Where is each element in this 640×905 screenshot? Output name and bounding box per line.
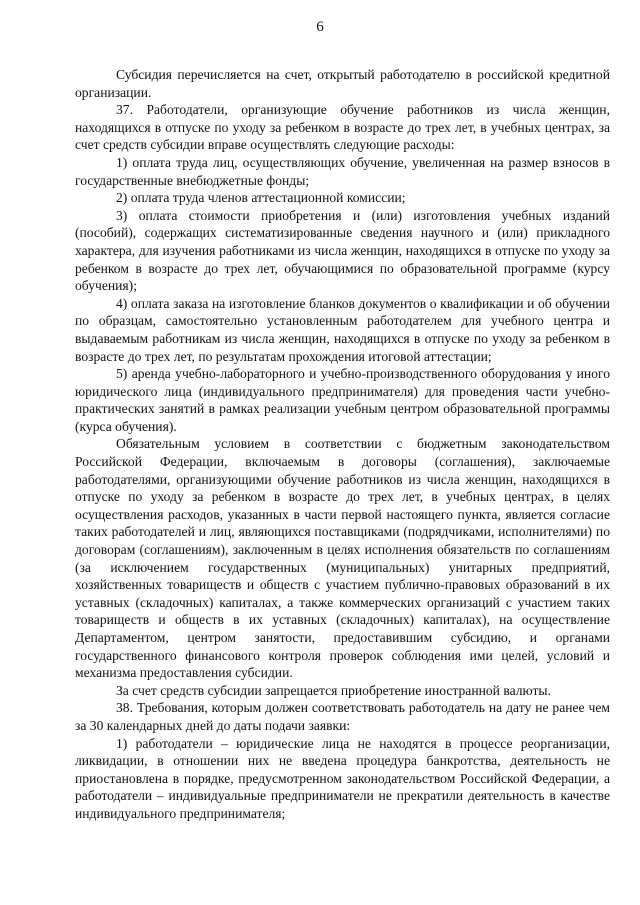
paragraph-subsidy-transfer: Субсидия перечисляется на счет, открытый работодателю в российской кредитной организации. bbox=[75, 67, 610, 100]
paragraph-37-item-5: 5) аренда учебно-лабораторного и учебно-производственного оборудования у иного юридического лица (индивидуального предпринимателя) для проведения части учебно-практических занятий в рамках реализации учебным центром образовательной программы (курса обучения). bbox=[75, 366, 610, 434]
paragraph-37-item-1: 1) оплата труда лиц, осуществляющих обучение, увеличенная на размер взносов в государственные внебюджетные фонды; bbox=[75, 154, 610, 188]
paragraph-37-item-4: 4) оплата заказа на изготовление бланков документов о квалификации и об обучении по образцам, самостоятельно установленным работодателем для учебного центра и выдаваемым работникам из числа женщин, находящихся в отпуске по уходу за ребенком в возрасте до трех лет, по результатам прохождения итоговой аттестации; bbox=[75, 295, 610, 364]
paragraph-currency-prohibition: За счет средств субсидии запрещается приобретение иностранной валюты. bbox=[116, 682, 551, 698]
paragraph-38-item-1: 1) работодатели – юридические лица не находятся в процессе реорганизации, ликвидации, в отношении них не введена процедура банкротства, деятельность не приостановлена в порядке, предусмотренном законодательством Российской Федерации, а работодатели – индивидуальные предприниматели не прекратили деятельность в качестве индивидуального предпринимателя; bbox=[75, 735, 610, 821]
paragraph-37-item-3: 3) оплата стоимости приобретения и (или) изготовления учебных изданий (пособий), содержащих систематизированные сведения научного и (или) прикладного характера, для изучения работниками из числа женщин, находящихся в отпуске по уходу за ребенком в возрасте до трех лет, обучающимися по образовательной программе (курсу обучения); bbox=[75, 207, 610, 294]
paragraph-37-item-2: 2) оплата труда членов аттестационной комиссии; bbox=[116, 190, 406, 206]
paragraph-38-intro: 38. Требования, которым должен соответствовать работодатель на дату не ранее чем за 30 календарных дней до даты подачи заявки: bbox=[75, 700, 610, 733]
page-number: 6 bbox=[316, 19, 324, 35]
document-body bbox=[75, 66, 610, 823]
paragraph-mandatory-condition: Обязательным условием в соответствии с бюджетным законодательством Российской Федерации, включаемым в договоры (соглашения), заключаемые работодателями, организующими обучение работников из числа женщин, находящихся в отпуске по уходу за ребенком в возрасте до трех лет, в учебных центрах, в целях осуществления расходов, указанных в части первой настоящего пункта, является согласие таких работодателей и лиц, являющихся поставщиками (подрядчиками, исполнителями) по договорам (соглашениям), заключенным в целях исполнения обязательств по соглашениям (за исключением государственных (муниципальных) унитарных предприятий, хозяйственных товариществ и обществ с участием публично-правовых образований в их уставных (складочных) капиталах, а также коммерческих организаций с участием таких товариществ и обществ в их уставных (складочных) капиталах), на осуществление Департаментом, центром занятости, предоставившим субсидию, и органами государственного финансового контроля проверок соблюдения ими целей, условий и механизма предоставления субсидии. bbox=[75, 436, 610, 681]
paragraph-37-intro: 37. Работодатели, организующие обучение работников из числа женщин, находящихся в отпуске по уходу за ребенком в возрасте до трех лет, в учебных центрах, за счет средств субсидии вправе осуществлять следующие расходы: bbox=[75, 102, 610, 153]
